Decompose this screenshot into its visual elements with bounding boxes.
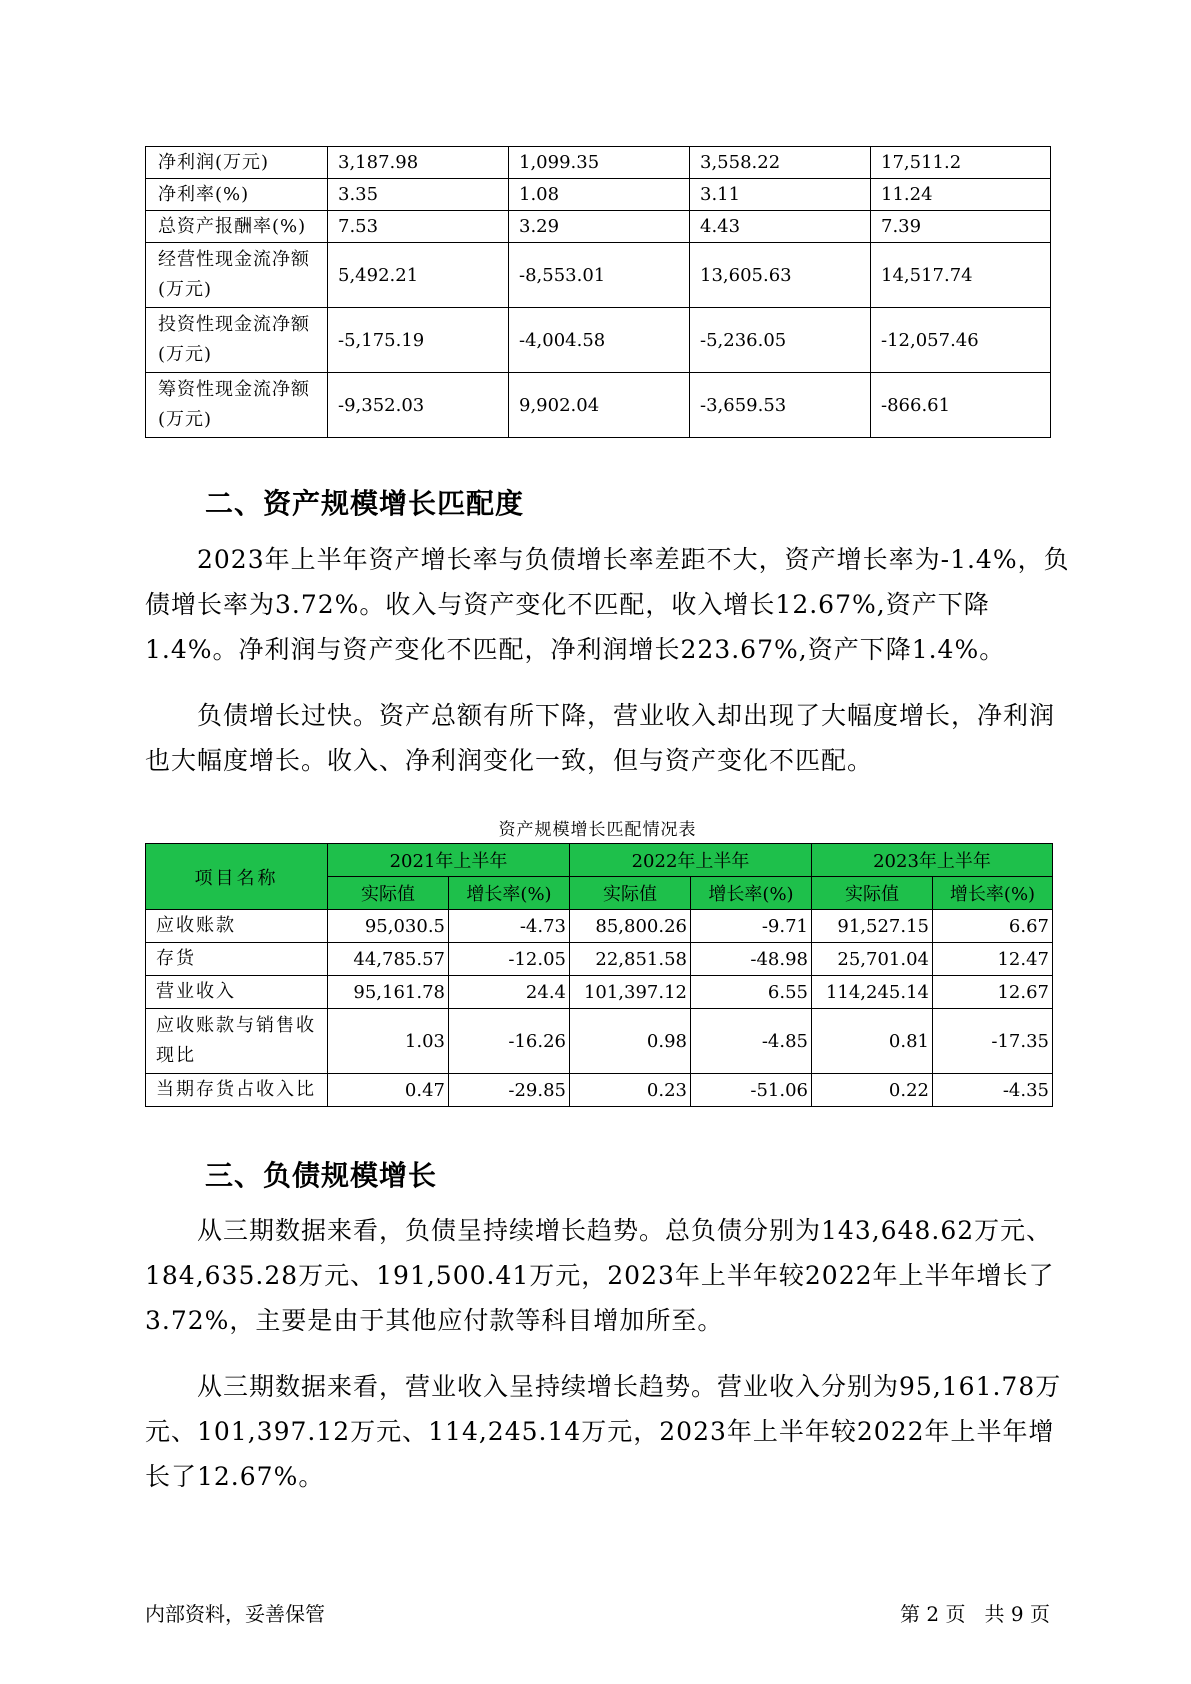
table-cell: -51.06 <box>691 1074 812 1107</box>
table-cell: 12.47 <box>933 943 1053 976</box>
table-cell: -3,659.53 <box>690 373 871 438</box>
footer-confidential-note: 内部资料，妥善保管 <box>145 1602 325 1626</box>
table-cell: 11.24 <box>871 179 1051 211</box>
table-cell: 3,187.98 <box>328 147 509 179</box>
growth-rate-header: 增长率(%) <box>933 877 1053 910</box>
period-header: 2022年上半年 <box>570 844 812 877</box>
table-cell: 4.43 <box>690 211 871 243</box>
table-cell: 12.67 <box>933 976 1053 1009</box>
table-cell: 101,397.12 <box>570 976 691 1009</box>
table-cell: -5,236.05 <box>690 308 871 373</box>
table-row <box>146 147 1051 179</box>
table-cell: -866.61 <box>871 373 1051 438</box>
table-cell: 9,902.04 <box>509 373 690 438</box>
growth-rate-header: 增长率(%) <box>691 877 812 910</box>
row-label: 筹资性现金流净额(万元) <box>146 373 328 438</box>
period-header: 2023年上半年 <box>812 844 1053 877</box>
row-label: 经营性现金流净额(万元) <box>146 243 328 308</box>
table-cell: -4.35 <box>933 1074 1053 1107</box>
table-cell: 7.39 <box>871 211 1051 243</box>
table-cell: 13,605.63 <box>690 243 871 308</box>
table-cell: -4.73 <box>449 910 570 943</box>
table-cell: 3.35 <box>328 179 509 211</box>
section-2-paragraph-1: 2023年上半年资产增长率与负债增长率差距不大，资产增长率为-1.4%，负债增长率为3.72%。收入与资产变化不匹配，收入增长12.67%,资产下降1.4%。净利润与资产变化不匹配，净利润增长223.67%,资产下降1.4%。 <box>145 545 1070 664</box>
section-2-paragraph-2: 负债增长过快。资产总额有所下降，营业收入却出现了大幅度增长，净利润也大幅度增长。收入、净利润变化一致，但与资产变化不匹配。 <box>145 701 1056 775</box>
table-cell: -12,057.46 <box>871 308 1051 373</box>
table-cell: 3.29 <box>509 211 690 243</box>
table-cell: 0.22 <box>812 1074 933 1107</box>
row-label: 当期存货占收入比 <box>146 1074 328 1107</box>
table-cell: 6.55 <box>691 976 812 1009</box>
growth-rate-header: 增长率(%) <box>449 877 570 910</box>
asset-table-caption: 资产规模增长匹配情况表 <box>498 820 697 840</box>
table-row <box>146 308 1051 373</box>
table-cell: -17.35 <box>933 1009 1053 1074</box>
section-2-title: 二、资产规模增长匹配度 <box>205 487 525 520</box>
table-cell: 1.08 <box>509 179 690 211</box>
section-3-paragraph-1: 从三期数据来看，负债呈持续增长趋势。总负债分别为143,648.62万元、184,635.28万元、191,500.41万元，2023年上半年较2022年上半年增长了3.72%，主要是由于其他应付款等科目增加所至。 <box>145 1216 1055 1335</box>
table-cell: -9.71 <box>691 910 812 943</box>
row-label: 总资产报酬率(%) <box>146 211 328 243</box>
table-row <box>146 211 1051 243</box>
table-cell: -8,553.01 <box>509 243 690 308</box>
section-3-title: 三、负债规模增长 <box>205 1159 438 1192</box>
actual-value-header: 实际值 <box>570 877 691 910</box>
actual-value-header: 实际值 <box>812 877 933 910</box>
table-cell: 44,785.57 <box>328 943 449 976</box>
item-name-header: 项目名称 <box>146 844 328 910</box>
period-header: 2021年上半年 <box>328 844 570 877</box>
footer-page-number: 第 2 页 共 9 页 <box>900 1602 1050 1626</box>
table-cell: -5,175.19 <box>328 308 509 373</box>
table-cell: 95,030.5 <box>328 910 449 943</box>
financial-indicators-table <box>145 146 1051 438</box>
table-cell: 3,558.22 <box>690 147 871 179</box>
table-cell: 25,701.04 <box>812 943 933 976</box>
row-label: 净利率(%) <box>146 179 328 211</box>
table-cell: -29.85 <box>449 1074 570 1107</box>
table-cell: 0.98 <box>570 1009 691 1074</box>
table-row <box>146 1074 1053 1107</box>
table-cell: 22,851.58 <box>570 943 691 976</box>
table-cell: 1,099.35 <box>509 147 690 179</box>
table-cell: 3.11 <box>690 179 871 211</box>
row-label: 存货 <box>146 943 328 976</box>
table-cell: 17,511.2 <box>871 147 1051 179</box>
table-cell: 14,517.74 <box>871 243 1051 308</box>
table-cell: 0.81 <box>812 1009 933 1074</box>
row-label: 营业收入 <box>146 976 328 1009</box>
table-cell: 5,492.21 <box>328 243 509 308</box>
actual-value-header: 实际值 <box>328 877 449 910</box>
table-cell: 114,245.14 <box>812 976 933 1009</box>
table-row <box>146 910 1053 943</box>
row-label: 应收账款 <box>146 910 328 943</box>
table-cell: 0.47 <box>328 1074 449 1107</box>
table-cell: 6.67 <box>933 910 1053 943</box>
table-cell: 85,800.26 <box>570 910 691 943</box>
table-cell: -9,352.03 <box>328 373 509 438</box>
table-cell: -4,004.58 <box>509 308 690 373</box>
table-cell: -4.85 <box>691 1009 812 1074</box>
section-3-paragraph-2: 从三期数据来看，营业收入呈持续增长趋势。营业收入分别为95,161.78万元、101,397.12万元、114,245.14万元，2023年上半年较2022年上半年增长了12.67%。 <box>145 1372 1062 1491</box>
asset-scale-match-table <box>145 843 1053 1107</box>
table-cell: 24.4 <box>449 976 570 1009</box>
row-label: 投资性现金流净额(万元) <box>146 308 328 373</box>
table-cell: 7.53 <box>328 211 509 243</box>
table-row <box>146 943 1053 976</box>
table-cell: 91,527.15 <box>812 910 933 943</box>
table-row <box>146 1009 1053 1074</box>
table-cell: 95,161.78 <box>328 976 449 1009</box>
table-cell: 1.03 <box>328 1009 449 1074</box>
table-row <box>146 976 1053 1009</box>
row-label: 净利润(万元) <box>146 147 328 179</box>
table-row <box>146 373 1051 438</box>
table-cell: -48.98 <box>691 943 812 976</box>
table-row <box>146 179 1051 211</box>
table-cell: -12.05 <box>449 943 570 976</box>
row-label: 应收账款与销售收现比 <box>146 1009 328 1074</box>
table-cell: 0.23 <box>570 1074 691 1107</box>
table-cell: -16.26 <box>449 1009 570 1074</box>
table-row <box>146 243 1051 308</box>
